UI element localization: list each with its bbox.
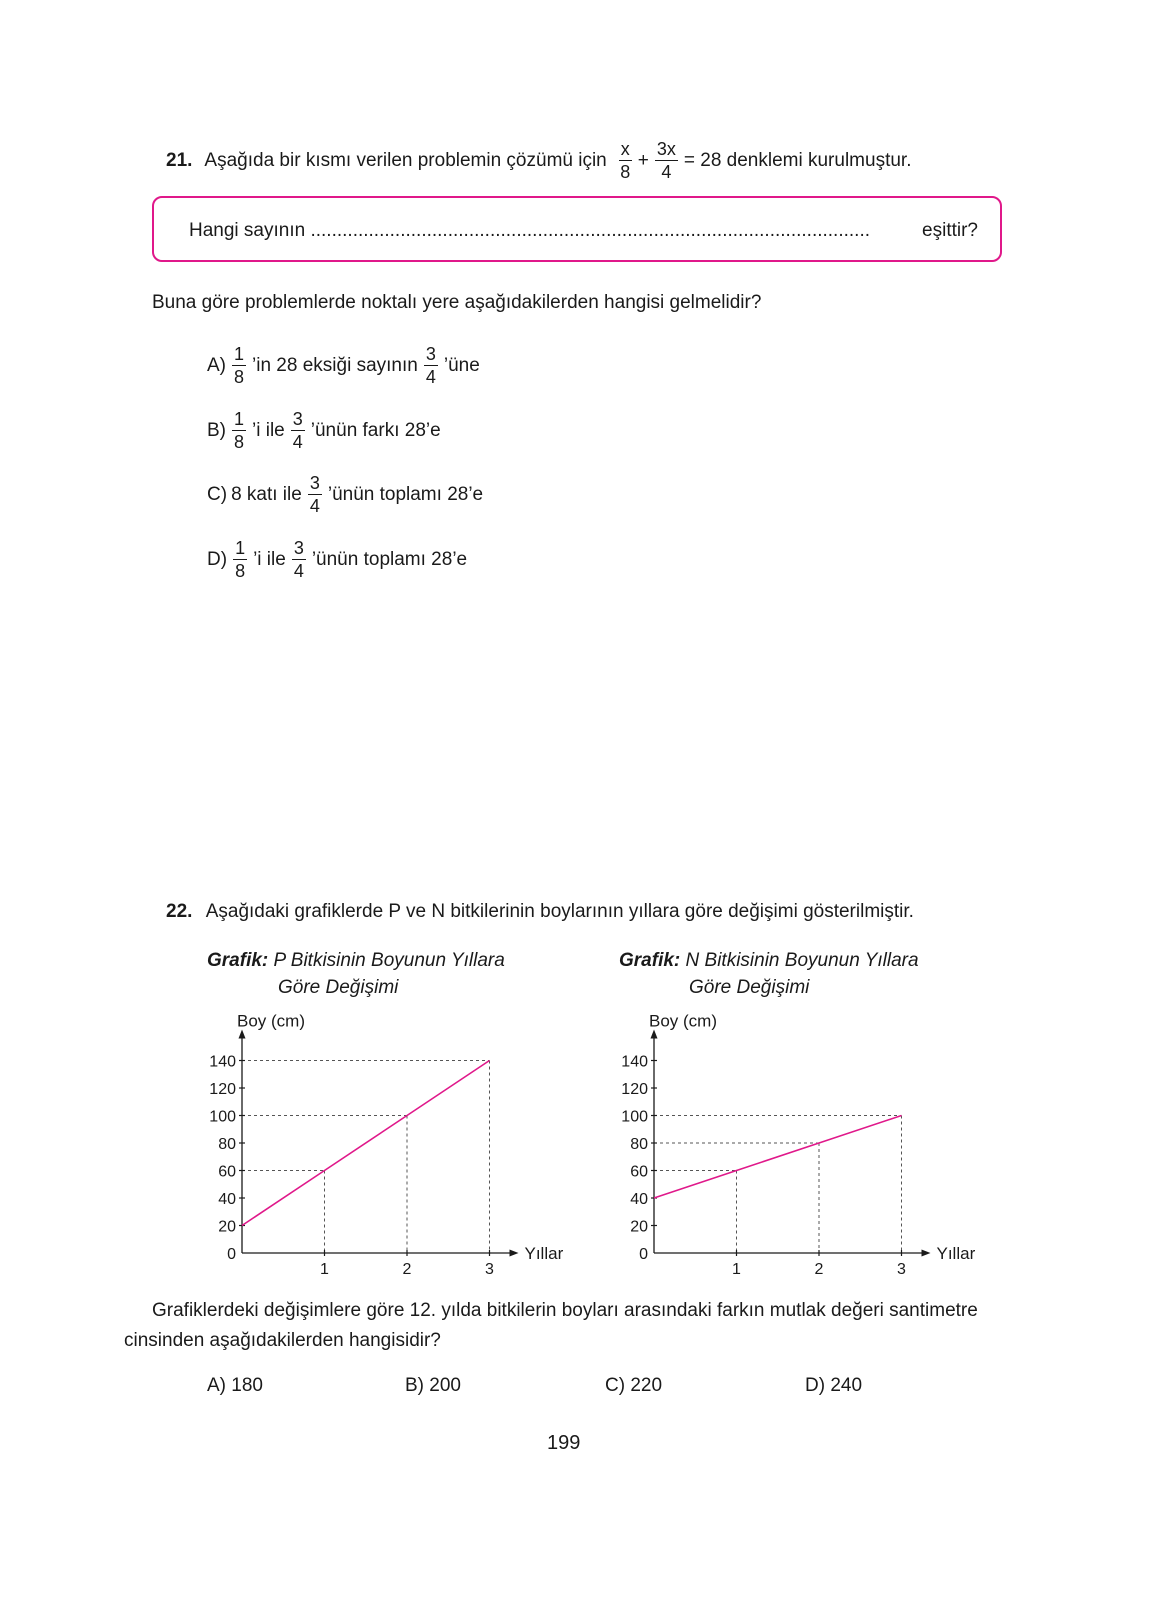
equation-rest: = 28 denklemi kurulmuştur. (683, 149, 912, 171)
x-tick-label: 2 (402, 1261, 412, 1278)
q22-question-line2: cinsinden aşağıdakilerden hangisidir? (124, 1330, 441, 1351)
q21-option-d[interactable] (207, 539, 467, 580)
fraction-denominator: 4 (292, 432, 303, 452)
x-tick-label: 3 (485, 1261, 494, 1278)
chart-title-label: Grafik: (207, 950, 269, 971)
option-label: A) (207, 354, 226, 376)
option-text-end: ’ünün toplamı 28’e (327, 483, 484, 505)
y-tick-label: 60 (630, 1163, 648, 1181)
fraction-denominator: 4 (661, 162, 672, 182)
fraction-numerator: x (620, 139, 630, 159)
equation-fraction-x-over-8 (619, 140, 632, 181)
question-number: 22. (166, 901, 193, 922)
y-tick-label: 120 (209, 1081, 236, 1098)
x-axis-label: Yıllar (524, 1244, 564, 1263)
question-number: 21. (166, 149, 193, 171)
fraction-denominator: 8 (234, 367, 245, 387)
y-tick-label: 40 (218, 1191, 236, 1208)
fraction-1-over-8 (232, 410, 246, 451)
box-left-text: Hangi sayının .......................................................................................................... (189, 220, 871, 241)
chart-n (607, 1005, 997, 1280)
page-number: 199 (547, 1432, 581, 1454)
q22-option-c[interactable]: C) 220 (605, 1375, 663, 1396)
q22-question-line1: Grafiklerdeki değişimlere göre 12. yılda bitkilerin boyları arasındaki farkın mutlak değeri santimetre (152, 1300, 978, 1321)
series-line (654, 1116, 902, 1199)
chart-title-label: Grafik: (619, 950, 681, 971)
q22-header (166, 901, 914, 923)
x-axis-label: Yıllar (936, 1244, 976, 1263)
fraction-denominator: 4 (293, 561, 304, 581)
chart-p (195, 1005, 585, 1280)
y-tick-label: 0 (227, 1246, 236, 1263)
option-text: ’in 28 eksiği sayının (252, 354, 418, 376)
option-text-end: ’ünün toplamı 28’e (311, 548, 468, 570)
option-label: C) (207, 483, 228, 505)
y-tick-label: 100 (209, 1108, 236, 1126)
x-tick-label: 2 (814, 1261, 824, 1278)
y-tick-label: 20 (218, 1218, 236, 1236)
fraction-1-over-8 (232, 345, 246, 386)
chart-p-title (207, 950, 505, 972)
option-text: ’i ile (253, 548, 286, 570)
fraction-denominator: 4 (309, 496, 320, 516)
fraction-numerator: 1 (234, 344, 245, 364)
fraction-3-over-4 (308, 474, 322, 515)
y-axis-label: Boy (cm) (237, 1011, 305, 1031)
y-tick-label: 140 (621, 1053, 648, 1071)
option-text-end: ’üne (443, 354, 480, 376)
fraction-denominator: 4 (425, 367, 436, 387)
y-tick-label: 120 (621, 1081, 648, 1098)
chart-n-title (619, 950, 919, 972)
y-tick-label: 100 (621, 1108, 648, 1126)
fraction-numerator: 1 (234, 409, 245, 429)
q21-option-b[interactable] (207, 410, 441, 451)
fraction-3-over-4 (291, 410, 305, 451)
chart-title-line1: P Bitkisinin Boyunun Yıllara (273, 950, 505, 971)
x-tick-label: 3 (897, 1261, 906, 1278)
series-line (242, 1061, 490, 1226)
q22-option-a[interactable]: A) 180 (207, 1375, 263, 1396)
option-text: ’i ile (252, 419, 285, 441)
q21-option-c[interactable] (207, 474, 483, 515)
y-tick-label: 60 (218, 1163, 236, 1181)
y-tick-label: 80 (630, 1136, 648, 1153)
option-text: 8 katı ile (231, 483, 302, 505)
x-axis-arrow (510, 1250, 519, 1257)
fraction-3-over-4 (424, 345, 438, 386)
y-tick-label: 20 (630, 1218, 648, 1236)
q22-option-b[interactable]: B) 200 (405, 1375, 461, 1396)
fraction-numerator: 3 (293, 538, 304, 558)
chart-n-title-line2: Göre Değişimi (689, 977, 810, 998)
y-tick-label: 80 (218, 1136, 236, 1153)
x-tick-label: 1 (320, 1261, 329, 1278)
y-axis-label: Boy (cm) (649, 1011, 717, 1031)
equation-plus: + (637, 149, 649, 171)
y-tick-label: 0 (639, 1246, 648, 1263)
y-tick-label: 140 (209, 1053, 236, 1071)
fraction-1-over-8 (233, 539, 247, 580)
fraction-denominator: 8 (235, 561, 246, 581)
fraction-denominator: 8 (620, 162, 631, 182)
option-label: B) (207, 419, 226, 441)
q21-option-a[interactable] (207, 345, 480, 386)
question-intro: Aşağıda bir kısmı verilen problemin çözümü için (204, 149, 607, 171)
fraction-numerator: 3 (309, 473, 320, 493)
q21-question: Buna göre problemlerde noktalı yere aşağıdakilerden hangisi gelmelidir? (152, 292, 762, 313)
box-right-text: eşittir? (922, 220, 978, 241)
question-intro: Aşağıdaki grafiklerde P ve N bitkilerinin boylarının yıllara göre değişimi gösterilmiştir. (205, 901, 914, 922)
x-tick-label: 1 (732, 1261, 741, 1278)
fill-in-box (152, 196, 1002, 262)
fraction-denominator: 8 (234, 432, 245, 452)
option-label: D) (207, 548, 228, 570)
y-axis-arrow (651, 1030, 658, 1039)
fraction-numerator: 3 (292, 409, 303, 429)
y-axis-arrow (239, 1030, 246, 1039)
option-text-end: ’ünün farkı 28’e (310, 419, 441, 441)
fraction-3-over-4 (292, 539, 306, 580)
chart-p-title-line2: Göre Değişimi (278, 977, 399, 998)
fraction-numerator: 1 (235, 538, 246, 558)
fraction-numerator: 3x (656, 139, 676, 159)
chart-title-line1: N Bitkisinin Boyunun Yıllara (685, 950, 919, 971)
y-tick-label: 40 (630, 1191, 648, 1208)
x-axis-arrow (922, 1250, 931, 1257)
fraction-numerator: 3 (425, 344, 436, 364)
q21-header (166, 140, 911, 181)
q22-option-d[interactable]: D) 240 (805, 1375, 863, 1396)
equation-fraction-3x-over-4 (655, 140, 678, 181)
